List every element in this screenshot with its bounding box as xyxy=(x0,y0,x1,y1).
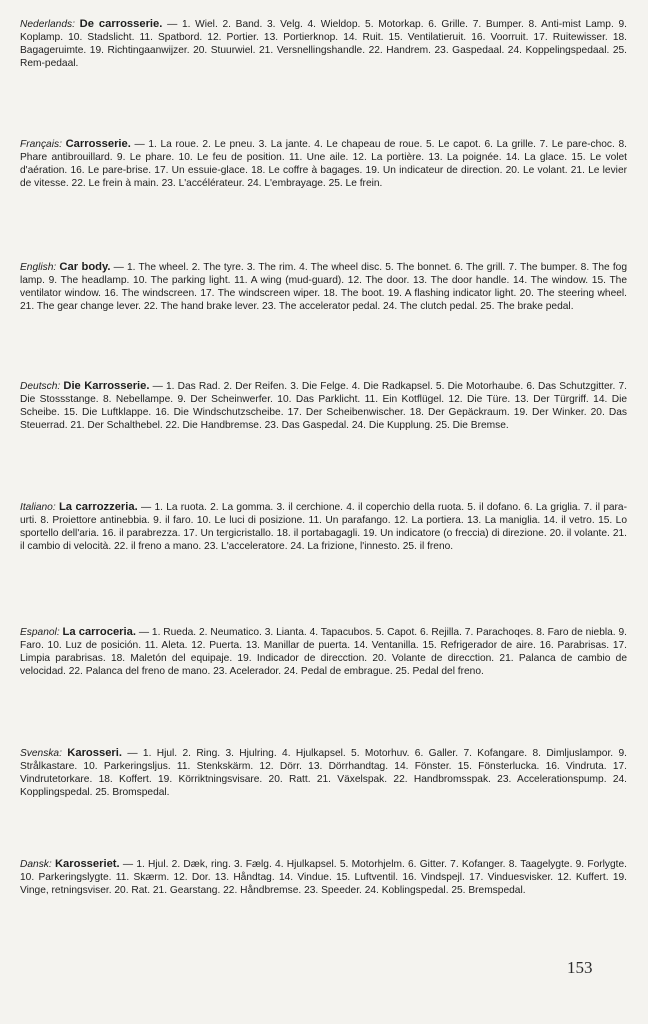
entry-italiano xyxy=(20,501,627,554)
entry-text: — 1. Hjul. 2. Dæk, ring. 3. Fælg. 4. Hjulkapsel. 5. Motorhjelm. 6. Gitter. 7. Kofanger. 8. Taagelygte. 9. Forlygte. 10. Parkeringslygte. 11. Skærm. 12. Dor. 13. Håndtag. 14. Vindue. 15. Luftventil. 16. Vindspejl. 17. Vinduesvisker. 12. Kuffert. 19. Vinge, retningsviser. 20. Rat. 21. Gearstang. 22. Håndbremse. 23. Speeder. 24. Koblingspedal. 25. Bremspedal. xyxy=(20,859,627,896)
language-label: Deutsch: xyxy=(20,381,61,392)
language-label: Italiano: xyxy=(20,502,56,513)
language-label: Espanol: xyxy=(20,627,60,638)
language-label: English: xyxy=(20,262,57,273)
entry-svenska xyxy=(20,747,627,800)
entry-title: Car body. xyxy=(59,261,111,273)
entry-title: La carrozzeria. xyxy=(58,501,138,513)
entry-title: La carroceria. xyxy=(62,626,136,638)
entry-title: Die Karrosserie. xyxy=(63,380,150,392)
entry-title: Karosseriet. xyxy=(54,858,120,870)
entry-dansk xyxy=(20,858,627,898)
page-number: 153 xyxy=(567,958,593,977)
entry-english xyxy=(20,261,627,314)
entry-text: — 1. La roue. 2. Le pneu. 3. La jante. 4. Le chapeau de roue. 5. Le capot. 6. La grille. 7. Le pare-choc. 8. Phare antibrouillard. 9. Le phare. 10. Le feu de position. 11. Une aile. 12. La portière. 13. La poignée. 14. La glace. 15. Le volet d'aération. 16. Le pare-brise. 17. Un essuie-glace. 18. Le coffre à bagages. 19. Un indicateur de direction. 20. Le volant. 21. Le levier de vitesse. 22. Le frein à main. 23. L'accélérateur. 24. L'embrayage. 25. Le frein. xyxy=(20,139,627,189)
entry-nederlands xyxy=(20,18,627,71)
language-label: Svenska: xyxy=(20,748,62,759)
entry-espanol xyxy=(20,626,627,679)
entry-title: Karosseri. xyxy=(67,747,122,759)
entry-text: — 1. Wiel. 2. Band. 3. Velg. 4. Wieldop. 5. Motorkap. 6. Grille. 7. Bumper. 8. Anti-mist Lamp. 9. Koplamp. 10. Stadslicht. 11. Spatbord. 12. Portier. 13. Portierknop. 14. Ruit. 15. Ventilatieruit. 16. Voorruit. 17. Ruitewisser. 18. Bagageruimte. 19. Richtingaanwijzer. 20. Stuurwiel. 21. Versnellingshandle. 22. Handrem. 23. Gaspedaal. 24. Koppelingspedaal. 25. Rem-pedaal. xyxy=(20,19,627,69)
entry-deutsch xyxy=(20,380,627,433)
entry-text: — 1. La ruota. 2. La gomma. 3. il cerchione. 4. il coperchio della ruota. 5. il dofano. 6. La griglia. 7. il para-urti. 8. Proiettore antinebbia. 9. il faro. 10. Le luci di posizione. 11. Un parafango. 12. La portiera. 13. La maniglia. 14. il vetro. 15. Lo sportello dell'aria. 16. il parabrezza. 17. Un tergicristallo. 18. il portabagagli. 19. Un indicatore (o freccia) di direzione. 20. il volante. 21. il cambio di velocità. 22. il freno a mano. 23. L'acceleratore. 24. La frizione, l'innesto. 25. il freno. xyxy=(20,502,627,552)
language-label: Dansk: xyxy=(20,859,52,870)
entry-text: — 1. Rueda. 2. Neumatico. 3. Lianta. 4. Tapacubos. 5. Capot. 6. Rejilla. 7. Parachoqes. 8. Faro de niebla. 9. Faro. 10. Luz de posición. 11. Aleta. 12. Puerta. 13. Manillar de puerta. 14. Ventanilla. 15. Refrigerador de aire. 16. Parabrisas. 17. Limpia parabrisas. 18. Maletón del equipaje. 19. Indicador de direcction. 20. Volante de direcction. 21. Palanca de cambio de velocidad. 22. Palanca del freno de mano. 23. Acelerador. 24. Pedal de embrague. 25. Pedal del freno. xyxy=(20,627,627,677)
language-label: Français: xyxy=(20,139,62,150)
entry-francais xyxy=(20,138,627,191)
entry-text: — 1. The wheel. 2. The tyre. 3. The rim. 4. The wheel disc. 5. The bonnet. 6. The grill. 7. The bumper. 8. The fog lamp. 9. The headlamp. 10. The parking light. 11. A wing (mud-guard). 12. The door. 13. The door handle. 14. The window. 15. The ventilator window. 16. The windscreen. 17. The windscreen wiper. 18. The boot. 19. A flashing indicator light. 20. The steering wheel. 21. The gear change lever. 22. The hand brake lever. 23. The accelerator pedal. 24. The clutch pedal. 25. The brake pedal. xyxy=(20,262,627,312)
entry-title: Carrosserie. xyxy=(65,138,131,150)
entry-title: De carrosserie. xyxy=(79,18,163,30)
entry-text: — 1. Hjul. 2. Ring. 3. Hjulring. 4. Hjulkapsel. 5. Motorhuv. 6. Galler. 7. Kofangare. 8. Dimljuslampor. 9. Strålkastare. 10. Parkeringsljus. 11. Stenkskärm. 12. Dörr. 13. Dörrhandtag. 14. Fönster. 15. Fönsterlucka. 16. Vindruta. 17. Vindrutetorkare. 18. Koffert. 19. Körriktningsvisare. 20. Ratt. 21. Växelspak. 22. Handbromsspak. 23. Accelerationspump. 24. Kopplingspedal. 25. Bromspedal. xyxy=(20,748,627,798)
entry-text: — 1. Das Rad. 2. Der Reifen. 3. Die Felge. 4. Die Radkapsel. 5. Die Motorhaube. 6. Das Schutzgitter. 7. Die Stossstange. 8. Nebellampe. 9. Der Scheinwerfer. 10. Das Parklicht. 11. Ein Kotflügel. 12. Die Türe. 13. Der Türgriff. 14. Die Scheibe. 15. Die Luftklappe. 16. Die Windschutzscheibe. 17. Der Scheibenwischer. 18. Der Gepäckraum. 19. Der Winker. 20. Das Steuerrad. 21. Der Schalthebel. 22. Die Handbremse. 23. Das Gaspedal. 24. Die Kupplung. 25. Die Bremse. xyxy=(20,381,627,431)
language-label: Nederlands: xyxy=(20,19,75,30)
